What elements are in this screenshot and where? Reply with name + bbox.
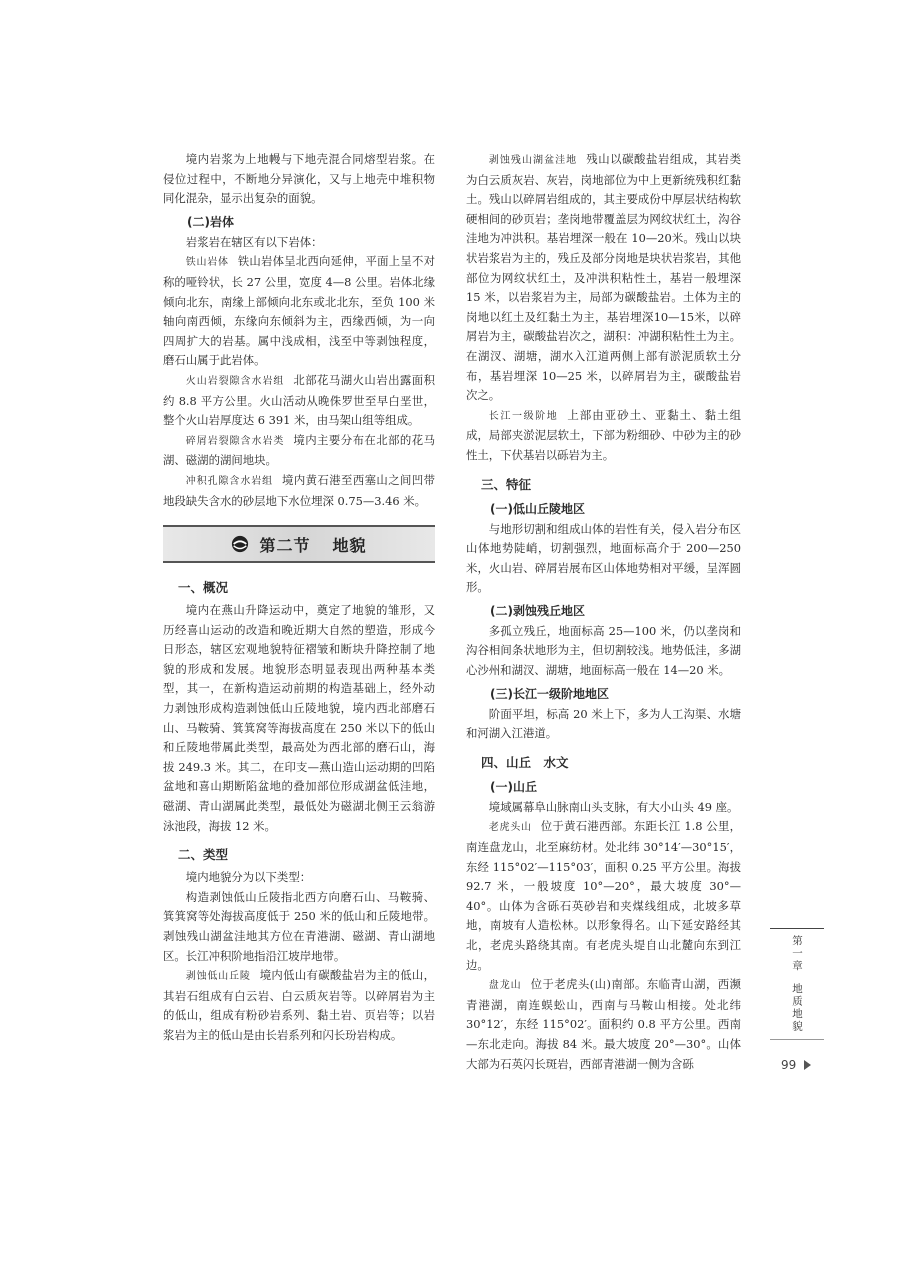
text-aquifer-alluvial: 境内黄石港至西塞山之间凹带地段缺失含水的砂层地下水位埋深 0.75—3.46 米。 — [163, 472, 435, 508]
heading-types: 二、类型 — [178, 847, 229, 863]
paragraph-aquifer-alluvial — [163, 471, 435, 511]
paragraph-aquifer-clastic — [163, 431, 435, 471]
text-aquifer-volcanic: 北部花马湖火山岩出露面积约 8.8 平方公里。火山活动从晚侏罗世至早白垩世，整个火山岩厚度达 6 391 米，由马架山组等组成。 — [163, 372, 435, 428]
paragraph-panlong — [466, 975, 741, 1074]
left-column — [163, 150, 435, 1046]
chapter-title: 地质地貌 — [791, 982, 803, 1033]
subheading-low-hill-area: (一)低山丘陵地区 — [490, 501, 585, 516]
text-tieshan: 铁山岩体呈北西向延伸，平面上呈不对称的哑铃状，长 27 公里，宽度 4—8 公里。岩体北缘倾向北东，南缘上部倾向北东或北北东，至负 100 米轴向南西倾，东缘向东倾斜为主，西缘西倾，为一向四周扩大的岩基。属中浅成相，浅至中等剥蚀程度，磨石山属于此岩体。 — [163, 254, 435, 368]
heading-features: 三、特征 — [481, 476, 532, 492]
term-panlong: 盘龙山 — [488, 980, 522, 992]
text-residual-hills: 残山以碳酸盐岩组成，其岩类为白云质灰岩、灰岩，岗地部位为中上更新统残积红黏土。残山以碎屑岩组成的，其主要成份中厚层状结构软硬相间的砂页岩；垄岗地带覆盖层为网纹状红土，沟谷洼地为冲洪积。基岩埋深一般在 10—20米。残山以块状岩浆岩为主的，残丘及部分岗地是块状岩浆岩，其他部位为网纹状红土，及冲洪积粘性土，基岩一般埋深 15 米，以岩浆岩为主，局部为碳酸盐岩。土体为主的岗地以红土及红黏土为主，基岩埋深10—15米，以碎屑岩为主，碳酸盐岩次之，湖积：冲湖积粘性土为主。在湖汊、湖塘，湖水入江道两侧上部有淤泥质软土分布，基岩埋深 10—25 米，以碎屑岩为主，碳酸盐岩次之。 — [466, 152, 741, 403]
section-name: 地貌 — [332, 535, 367, 555]
chapter-label: 第一章 — [791, 935, 803, 973]
chapter-side-tab — [770, 928, 824, 1040]
divider — [770, 928, 824, 929]
text-panlong: 位于老虎头(山)南部。东临青山湖，西濒青港湖，南连蜈蚣山，西南与马鞍山相接。处北纬 30°12′，东经 115°02′。面积约 0.8 平方公里。西南—东北走向。海拔 84 米。最大坡度 20°—30°。山体大部为石英闪长斑岩，西部青港湖一侧为含砾 — [466, 977, 742, 1071]
paragraph-overview: 境内在燕山升降运动中，奠定了地貌的雏形，又历经喜山运动的改造和晚近期大自然的塑造，形成今日形态，辖区宏观地貌特征褶皱和断块升降控制了地貌的形成和发展。地貌形态明显表现出两种基本类型，其一，在新构造运动前期的构造基础上，经外动力剥蚀形成构造剥蚀低山丘陵地貌，境内西北部磨石山、马鞍骑、箕箕窝等海拔高度在 250 米以下的低山和丘陵地带属此类型，最高处为西北部的磨石山，海拔 249.3 米。其二，在印支—燕山造山运动期的凹陷盆地和喜山期断陷盆地的叠加部位形成湖盆低洼地，磁湖、青山湖属此类型，最低处为磁湖北侧王云翁游泳池段，海拔 12 米。 — [163, 603, 435, 833]
term-aquifer-volcanic: 火山岩裂隙含水岩组 — [185, 375, 285, 387]
subheading-rock-bodies: (二)岩体 — [187, 214, 234, 229]
paragraph-tieshan — [163, 252, 435, 371]
paragraph: 岩浆岩在辖区有以下岩体： — [185, 234, 323, 249]
page-number — [781, 1058, 811, 1072]
term-tieshan: 铁山岩体 — [185, 257, 229, 269]
paragraph-aquifer-volcanic — [163, 371, 435, 431]
paragraph: 境内岩浆为上地幔与下地壳混合同熔型岩浆。在侵位过程中，不断地分异演化，又与上地壳中堆积物同化混杂，显示出复杂的面貌。 — [163, 152, 435, 206]
paragraph: 与地形切割和组成山体的岩性有关，侵入岩分布区山体地势陡峭，切割强烈，地面标高介于 200—250 米，火山岩、碎屑岩展布区山体地势相对平缓，呈浑圆形。 — [466, 521, 741, 595]
term-low-hills: 剥蚀低山丘陵 — [185, 971, 251, 983]
section-emblem-icon — [231, 535, 249, 553]
heading-hills-hydrology: 四、山丘 水文 — [481, 754, 569, 770]
section-number: 第二节 — [259, 535, 311, 555]
term-residual-hills: 剥蚀残山湖盆洼地 — [488, 155, 578, 166]
subheading-residual-area: (二)剥蚀残丘地区 — [490, 603, 585, 618]
paragraph-laohu — [466, 817, 741, 975]
paragraph: 境内地貌分为以下类型： — [185, 870, 312, 885]
page-number-text: 99 — [781, 1058, 797, 1072]
term-laohu: 老虎头山 — [488, 822, 532, 834]
next-arrow-icon — [804, 1060, 811, 1070]
paragraph-terrace — [466, 406, 741, 466]
text-laohu: 位于黄石港西部。东距长江 1.8 公里，南连盘龙山，北至麻纺材。处北纬 30°14′—30°15′，东经 115°02′—115°03′，面积 0.25 平方公里。海拔 92.7 米，一般坡度 10°—20°，最大坡度 30°—40°。山体为含砾石英砂岩和夹煤线组成，北坡多草地，南坡有人造松林。以形象得名。山下延安路经其北，老虎头路绕其南。有老虎头堤自山北麓向东到江边。 — [466, 819, 742, 972]
text-terrace: 上部由亚砂土、亚黏土、黏土组成，局部夹淤泥层软土，下部为粉细砂、中砂为主的砂性土，下伏基岩以砾岩为主。 — [466, 407, 741, 462]
term-terrace: 长江一级阶地 — [488, 410, 559, 422]
term-aquifer-alluvial: 冲积孔隙含水岩组 — [185, 475, 274, 487]
section-title — [259, 533, 366, 556]
section-banner — [163, 525, 435, 563]
term-aquifer-clastic: 碎屑岩裂隙含水岩类 — [185, 435, 285, 447]
subheading-hills: (一)山丘 — [490, 779, 537, 794]
right-column — [466, 150, 741, 1074]
heading-overview: 一、概况 — [178, 580, 229, 596]
paragraph: 境域属幕阜山脉南山头支脉，有大小山头 49 座。 — [488, 799, 739, 814]
text-low-hills: 境内低山有碳酸盐岩为主的低山，其岩石组成有白云岩、白云质灰岩等。以碎屑岩为主的低山，组成有粉砂岩系列、黏土岩、页岩等；以岩浆岩为主的低山是由长岩系列和闪长玢岩构成。 — [163, 968, 435, 1042]
paragraph-types: 构造剥蚀低山丘陵指北西方向磨石山、马鞍骑、箕箕窝等处海拔高度低于 250 米的低山和丘陵地带。剥蚀残山湖盆洼地其方位在青港湖、磁湖、青山湖地区。长江冲积阶地指沿江坡岸地带。 — [163, 889, 435, 963]
paragraph-low-hills — [163, 966, 435, 1045]
subheading-terrace-area: (三)长江一级阶地地区 — [490, 686, 609, 701]
paragraph: 阶面平坦，标高 20 米上下，多为人工沟渠、水塘和河湖入江港道。 — [466, 706, 741, 741]
paragraph-residual-hills — [466, 150, 741, 406]
divider — [770, 1039, 824, 1040]
paragraph: 多孤立残丘，地面标高 25—100 米，仍以垄岗和沟谷相间条状地形为主，但切割较浅。地势低洼，多湖心沙州和湖汊、湖塘，地面标高一般在 14—20 米。 — [466, 623, 741, 678]
text-aquifer-clastic: 境内主要分布在北部的花马湖、磁湖的湖间地块。 — [163, 432, 435, 468]
